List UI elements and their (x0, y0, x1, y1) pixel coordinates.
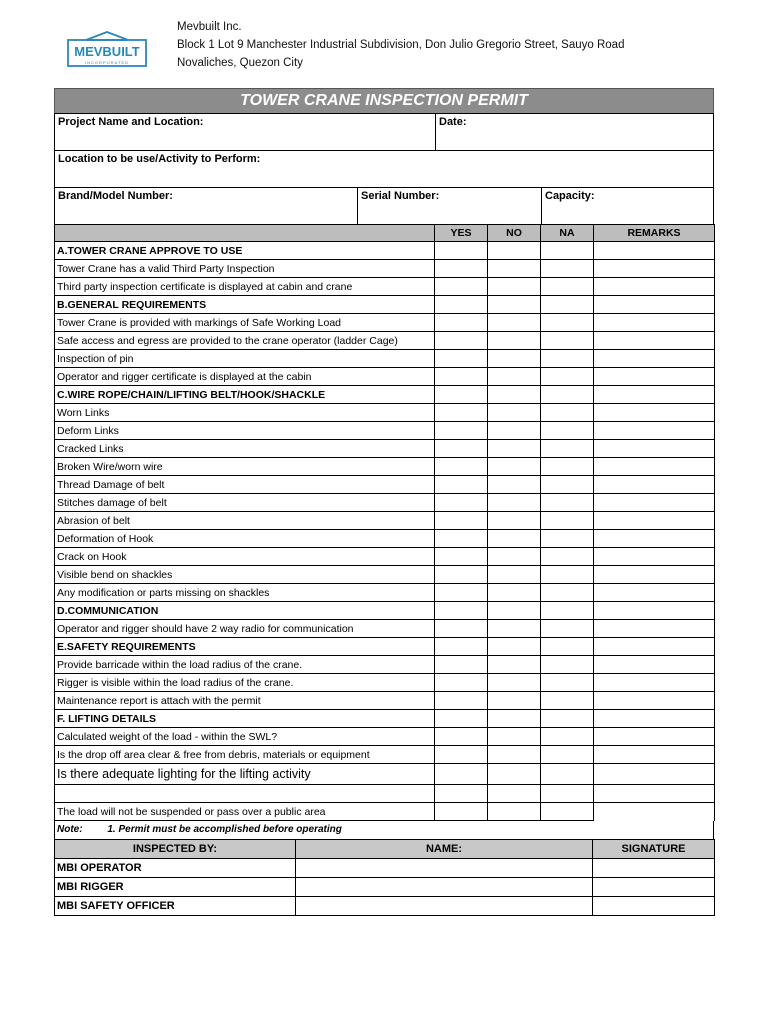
brand-label: Brand/Model Number: (58, 190, 173, 202)
checklist-item-row (55, 803, 715, 821)
no-checkbox-cell[interactable] (488, 764, 541, 785)
no-checkbox-cell[interactable] (488, 602, 541, 620)
checklist-item-row (55, 785, 715, 803)
no-checkbox-cell[interactable] (488, 620, 541, 638)
na-checkbox-cell[interactable] (541, 530, 594, 548)
yes-checkbox-cell[interactable] (435, 692, 488, 710)
remarks-cell[interactable] (594, 602, 715, 620)
checklist-item-row (55, 458, 715, 476)
no-checkbox-cell[interactable] (488, 584, 541, 602)
checklist-item-label: Deformation of Hook (55, 530, 435, 548)
serial-label: Serial Number: (361, 190, 440, 202)
no-checkbox-cell[interactable] (488, 278, 541, 296)
checklist-header-row (55, 225, 715, 242)
signoff-row (55, 859, 715, 878)
no-checkbox-cell[interactable] (488, 656, 541, 674)
checklist-item-row (55, 476, 715, 494)
checklist-item-label: Operator and rigger should have 2 way radio for communication (55, 620, 435, 638)
checklist-item-label: Any modification or parts missing on shackles (55, 584, 435, 602)
date-label: Date: (439, 116, 467, 128)
checklist-item-row (55, 728, 715, 746)
section-heading: E.SAFETY REQUIREMENTS (55, 638, 435, 656)
remarks-cell[interactable] (594, 404, 715, 422)
yes-checkbox-cell[interactable] (435, 512, 488, 530)
na-checkbox-cell[interactable] (541, 278, 594, 296)
checklist-item-row (55, 548, 715, 566)
project-field[interactable] (55, 114, 435, 150)
company-address-line2: Novaliches, Quezon City (177, 57, 303, 69)
yes-checkbox-cell[interactable] (435, 674, 488, 692)
yes-checkbox-cell[interactable] (435, 764, 488, 785)
checklist-item-label: Deform Links (55, 422, 435, 440)
remarks-cell[interactable] (594, 746, 715, 764)
note-row (54, 821, 714, 839)
na-checkbox-cell[interactable] (541, 584, 594, 602)
no-checkbox-cell[interactable] (488, 314, 541, 332)
no-checkbox-cell[interactable] (488, 296, 541, 314)
header-row-location (54, 150, 714, 187)
signature-header: SIGNATURE (593, 840, 715, 859)
company-name: Mevbuilt Inc. (177, 21, 242, 33)
inspected-by-header: INSPECTED BY: (55, 840, 296, 859)
remarks-cell[interactable] (594, 278, 715, 296)
checklist-item-label: Crack on Hook (55, 548, 435, 566)
no-checkbox-cell[interactable] (488, 566, 541, 584)
yes-checkbox-cell[interactable] (435, 314, 488, 332)
no-checkbox-cell[interactable] (488, 476, 541, 494)
no-checkbox-cell[interactable] (488, 746, 541, 764)
logo-subtext: INCORPORATED (85, 60, 129, 65)
form-title: TOWER CRANE INSPECTION PERMIT (54, 88, 714, 113)
checklist-item-row (55, 440, 715, 458)
yes-checkbox-cell[interactable] (435, 803, 488, 821)
yes-checkbox-cell[interactable] (435, 242, 488, 260)
signoff-row (55, 878, 715, 897)
na-checkbox-cell[interactable] (541, 566, 594, 584)
inspection-form (54, 88, 714, 916)
yes-checkbox-cell[interactable] (435, 602, 488, 620)
header-row-equipment (54, 187, 714, 224)
checklist-item-row (55, 350, 715, 368)
na-checkbox-cell[interactable] (541, 440, 594, 458)
remarks-cell[interactable] (594, 422, 715, 440)
checklist-item-label: Tower Crane has a valid Third Party Inspection (55, 260, 435, 278)
checklist-item-label: Cracked Links (55, 440, 435, 458)
yes-checkbox-cell[interactable] (435, 584, 488, 602)
no-checkbox-cell[interactable] (488, 440, 541, 458)
na-checkbox-cell[interactable] (541, 332, 594, 350)
remarks-cell[interactable] (594, 494, 715, 512)
na-checkbox-cell[interactable] (541, 638, 594, 656)
remarks-cell[interactable] (594, 584, 715, 602)
na-checkbox-cell[interactable] (541, 746, 594, 764)
remarks-cell[interactable] (594, 728, 715, 746)
na-checkbox-cell[interactable] (541, 674, 594, 692)
checklist-item-label: Tower Crane is provided with markings of Safe Working Load (55, 314, 435, 332)
name-cell[interactable] (296, 897, 593, 916)
name-cell[interactable] (296, 859, 593, 878)
na-checkbox-cell[interactable] (541, 620, 594, 638)
yes-checkbox-cell[interactable] (435, 458, 488, 476)
location-label: Location to be use/Activity to Perform: (58, 153, 261, 165)
no-checkbox-cell[interactable] (488, 548, 541, 566)
no-checkbox-cell[interactable] (488, 674, 541, 692)
checklist-item-row (55, 278, 715, 296)
no-checkbox-cell[interactable] (488, 404, 541, 422)
remarks-cell[interactable] (594, 458, 715, 476)
yes-checkbox-cell[interactable] (435, 494, 488, 512)
checklist-item-row (55, 530, 715, 548)
na-checkbox-cell[interactable] (541, 260, 594, 278)
checklist-item-label: Operator and rigger certificate is displayed at the cabin (55, 368, 435, 386)
no-checkbox-cell[interactable] (488, 728, 541, 746)
company-address-line1: Block 1 Lot 9 Manchester Industrial Subdivision, Don Julio Gregorio Street, Sauyo Road (177, 39, 625, 51)
checklist-item-row (55, 764, 715, 785)
remarks-cell[interactable] (594, 314, 715, 332)
checklist-item-label: Abrasion of belt (55, 512, 435, 530)
project-label: Project Name and Location: (58, 116, 204, 128)
na-checkbox-cell[interactable] (541, 494, 594, 512)
no-checkbox-cell[interactable] (488, 692, 541, 710)
remarks-cell[interactable] (594, 785, 715, 803)
na-checkbox-cell[interactable] (541, 458, 594, 476)
remarks-cell[interactable] (594, 332, 715, 350)
na-checkbox-cell[interactable] (541, 404, 594, 422)
section-heading: C.WIRE ROPE/CHAIN/LIFTING BELT/HOOK/SHACKLE (55, 386, 435, 404)
na-checkbox-cell[interactable] (541, 350, 594, 368)
no-header: NO (488, 225, 541, 242)
signature-cell[interactable] (593, 897, 715, 916)
company-logo (66, 30, 148, 70)
checklist-item-label: Broken Wire/worn wire (55, 458, 435, 476)
brand-field[interactable] (55, 188, 357, 224)
no-checkbox-cell[interactable] (488, 512, 541, 530)
signoff-table (54, 839, 715, 916)
section-heading: D.COMMUNICATION (55, 602, 435, 620)
remarks-cell[interactable] (594, 710, 715, 728)
checklist-section-row (55, 638, 715, 656)
role-label: MBI SAFETY OFFICER (55, 897, 296, 916)
yes-checkbox-cell[interactable] (435, 386, 488, 404)
checklist-item-label: Calculated weight of the load - within the SWL? (55, 728, 435, 746)
yes-checkbox-cell[interactable] (435, 404, 488, 422)
na-checkbox-cell[interactable] (541, 512, 594, 530)
na-checkbox-cell[interactable] (541, 656, 594, 674)
checklist-item-row (55, 674, 715, 692)
yes-checkbox-cell[interactable] (435, 440, 488, 458)
remarks-cell[interactable] (594, 692, 715, 710)
no-checkbox-cell[interactable] (488, 710, 541, 728)
yes-checkbox-cell[interactable] (435, 656, 488, 674)
section-heading: A.TOWER CRANE APPROVE TO USE (55, 242, 435, 260)
no-checkbox-cell[interactable] (488, 386, 541, 404)
checklist-item-row (55, 746, 715, 764)
no-checkbox-cell[interactable] (488, 803, 541, 821)
remarks-cell[interactable] (594, 548, 715, 566)
yes-checkbox-cell[interactable] (435, 422, 488, 440)
yes-checkbox-cell[interactable] (435, 566, 488, 584)
na-checkbox-cell[interactable] (541, 764, 594, 785)
checklist-item-label: Maintenance report is attach with the permit (55, 692, 435, 710)
section-heading: F. LIFTING DETAILS (55, 710, 435, 728)
checklist-item-label: Safe access and egress are provided to the crane operator (ladder Cage) (55, 332, 435, 350)
yes-checkbox-cell[interactable] (435, 728, 488, 746)
yes-checkbox-cell[interactable] (435, 548, 488, 566)
na-checkbox-cell[interactable] (541, 803, 594, 821)
checklist-section-row (55, 242, 715, 260)
role-label: MBI OPERATOR (55, 859, 296, 878)
checklist-item-label: Provide barricade within the load radius of the crane. (55, 656, 435, 674)
signoff-row (55, 897, 715, 916)
yes-checkbox-cell[interactable] (435, 620, 488, 638)
na-checkbox-cell[interactable] (541, 785, 594, 803)
na-header: NA (541, 225, 594, 242)
checklist-item-label (55, 785, 435, 803)
na-checkbox-cell[interactable] (541, 242, 594, 260)
no-checkbox-cell[interactable] (488, 350, 541, 368)
capacity-field[interactable] (541, 188, 713, 224)
na-checkbox-cell[interactable] (541, 422, 594, 440)
yes-checkbox-cell[interactable] (435, 476, 488, 494)
checklist-item-row (55, 422, 715, 440)
date-field[interactable] (435, 114, 713, 150)
remarks-cell[interactable] (594, 260, 715, 278)
checklist-item-label: Third party inspection certificate is displayed at cabin and crane (55, 278, 435, 296)
company-info (177, 18, 624, 72)
remarks-cell[interactable] (594, 530, 715, 548)
na-checkbox-cell[interactable] (541, 728, 594, 746)
signoff-header-row (55, 840, 715, 859)
no-checkbox-cell[interactable] (488, 458, 541, 476)
checklist-item-row (55, 512, 715, 530)
checklist-item-label: Stitches damage of belt (55, 494, 435, 512)
yes-checkbox-cell[interactable] (435, 746, 488, 764)
checklist-item-row (55, 332, 715, 350)
role-label: MBI RIGGER (55, 878, 296, 897)
yes-checkbox-cell[interactable] (435, 710, 488, 728)
remarks-cell[interactable] (594, 674, 715, 692)
checklist-item-label: The load will not be suspended or pass over a public area (55, 803, 435, 821)
no-checkbox-cell[interactable] (488, 422, 541, 440)
yes-checkbox-cell[interactable] (435, 332, 488, 350)
checklist-section-row (55, 386, 715, 404)
checklist-item-row (55, 584, 715, 602)
remarks-cell[interactable] (594, 476, 715, 494)
yes-checkbox-cell[interactable] (435, 296, 488, 314)
na-checkbox-cell[interactable] (541, 548, 594, 566)
yes-checkbox-cell[interactable] (435, 350, 488, 368)
remarks-cell[interactable] (594, 638, 715, 656)
remarks-cell[interactable] (594, 368, 715, 386)
checklist-item-row (55, 260, 715, 278)
na-checkbox-cell[interactable] (541, 296, 594, 314)
remarks-cell[interactable] (594, 566, 715, 584)
checklist-item-row (55, 656, 715, 674)
remarks-cell[interactable] (594, 803, 715, 821)
checklist-item-row (55, 620, 715, 638)
note-text: 1. Permit must be accomplished before operating (107, 824, 342, 835)
checklist-item-row (55, 494, 715, 512)
yes-checkbox-cell[interactable] (435, 638, 488, 656)
checklist-item-label: Worn Links (55, 404, 435, 422)
name-header: NAME: (296, 840, 593, 859)
checklist-item-label: Is the drop off area clear & free from debris, materials or equipment (55, 746, 435, 764)
no-checkbox-cell[interactable] (488, 242, 541, 260)
checklist-item-row (55, 404, 715, 422)
no-checkbox-cell[interactable] (488, 368, 541, 386)
checklist-section-row (55, 710, 715, 728)
remarks-cell[interactable] (594, 620, 715, 638)
checklist-item-label: Inspection of pin (55, 350, 435, 368)
no-checkbox-cell[interactable] (488, 638, 541, 656)
checklist-item-row (55, 368, 715, 386)
na-checkbox-cell[interactable] (541, 368, 594, 386)
remarks-cell[interactable] (594, 350, 715, 368)
checklist-item-row (55, 314, 715, 332)
no-checkbox-cell[interactable] (488, 785, 541, 803)
na-checkbox-cell[interactable] (541, 692, 594, 710)
remarks-header: REMARKS (594, 225, 715, 242)
remarks-cell[interactable] (594, 296, 715, 314)
remarks-cell[interactable] (594, 656, 715, 674)
capacity-label: Capacity: (545, 190, 595, 202)
remarks-cell[interactable] (594, 386, 715, 404)
remarks-cell[interactable] (594, 764, 715, 785)
remarks-cell[interactable] (594, 512, 715, 530)
location-field[interactable] (55, 151, 713, 187)
checklist-item-row (55, 692, 715, 710)
checklist-item-label: Thread Damage of belt (55, 476, 435, 494)
signature-cell[interactable] (593, 859, 715, 878)
no-checkbox-cell[interactable] (488, 260, 541, 278)
logo-wordmark: MEVBUILT (74, 44, 140, 59)
checklist-section-row (55, 296, 715, 314)
yes-header: YES (435, 225, 488, 242)
no-checkbox-cell[interactable] (488, 530, 541, 548)
checklist-item-label: Is there adequate lighting for the lifting activity (55, 764, 435, 785)
checklist-item-row (55, 566, 715, 584)
checklist-section-row (55, 602, 715, 620)
name-cell[interactable] (296, 878, 593, 897)
no-checkbox-cell[interactable] (488, 332, 541, 350)
yes-checkbox-cell[interactable] (435, 530, 488, 548)
na-checkbox-cell[interactable] (541, 710, 594, 728)
na-checkbox-cell[interactable] (541, 386, 594, 404)
na-checkbox-cell[interactable] (541, 476, 594, 494)
yes-checkbox-cell[interactable] (435, 368, 488, 386)
section-heading: B.GENERAL REQUIREMENTS (55, 296, 435, 314)
yes-checkbox-cell[interactable] (435, 260, 488, 278)
yes-checkbox-cell[interactable] (435, 785, 488, 803)
serial-field[interactable] (357, 188, 541, 224)
na-checkbox-cell[interactable] (541, 314, 594, 332)
yes-checkbox-cell[interactable] (435, 278, 488, 296)
signature-cell[interactable] (593, 878, 715, 897)
item-header (55, 225, 435, 242)
checklist-item-label: Visible bend on shackles (55, 566, 435, 584)
note-label: Note: (57, 824, 83, 835)
header-row-project (54, 113, 714, 150)
no-checkbox-cell[interactable] (488, 494, 541, 512)
checklist-table (54, 224, 715, 821)
remarks-cell[interactable] (594, 242, 715, 260)
checklist-item-label: Rigger is visible within the load radius of the crane. (55, 674, 435, 692)
remarks-cell[interactable] (594, 440, 715, 458)
na-checkbox-cell[interactable] (541, 602, 594, 620)
